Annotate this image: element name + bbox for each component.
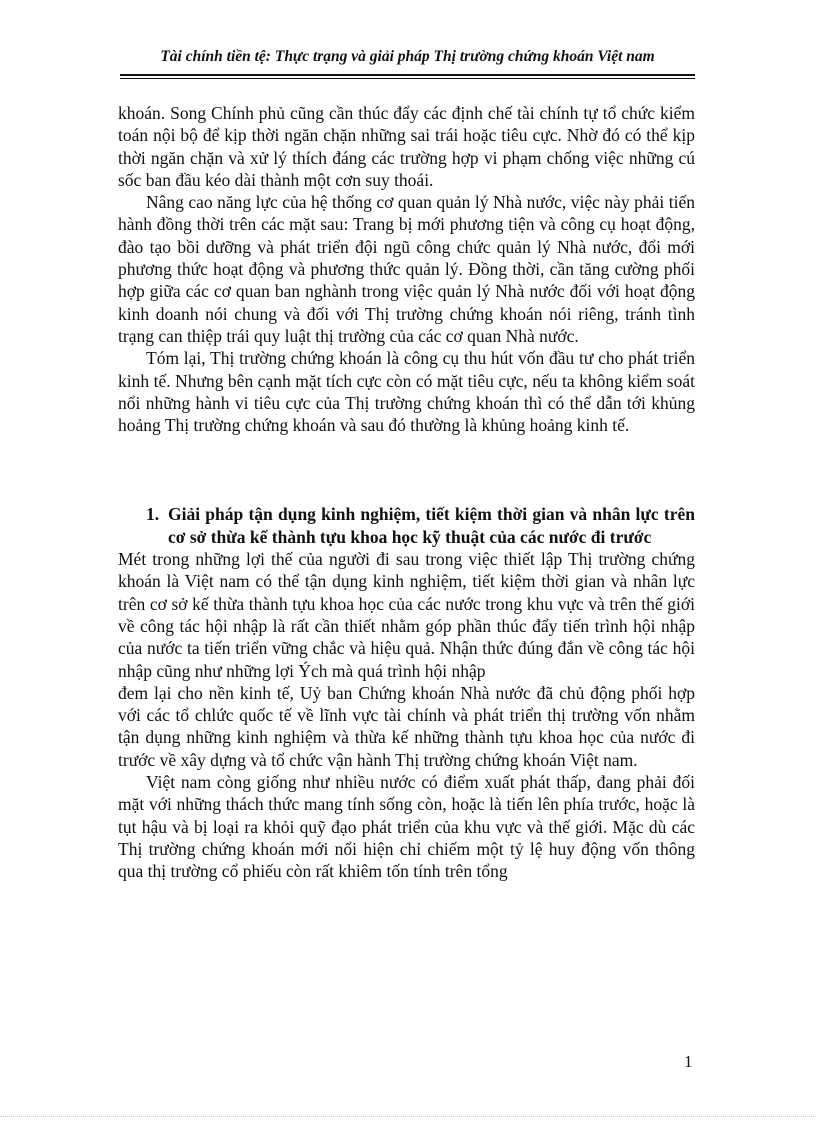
paragraph: đem lại cho nền kinh tế, Uỷ ban Chứng khoán Nhà nước đã chủ động phối hợp với các tổ chlức quốc tế về lĩnh vực tài chính và phát triển thị trường vốn nhằm tận dụng những kinh nghiệm và thừa kế những thành tựu khoa học của nước đi trước về xây dựng và tổ chức vận hành Thị trường chứng khoán Việt nam. [118, 682, 695, 770]
paragraph: Nâng cao năng lực của hệ thống cơ quan quản lý Nhà nước, việc này phải tiến hành đồng thời trên các mặt sau: Trang bị mới phương tiện và công cụ hoạt động, đào tạo bồi dưỡng và phát triển đội ngũ công chức quản lý Nhà nước, đổi mới phương thức hoạt động và phương thức quản lý. Đồng thời, cần tăng cường phối hợp giữa các cơ quan ban nghành trong việc quản lý Nhà nước đối với hoạt động kinh doanh nói chung và đối với Thị trường chứng khoán nói riêng, tránh tình trạng can thiệp trái quy luật thị trường của các cơ quan Nhà nước. [118, 192, 695, 346]
section-title: Giải pháp tận dụng kinh nghiệm, tiết kiệm thời gian và nhân lực trên cơ sở thừa kế thành tựu khoa học kỹ thuật của các nước đi trước [168, 504, 695, 547]
document-body [118, 102, 695, 883]
paragraph: khoán. Song Chính phủ cũng cần thúc đẩy các định chế tài chính tự tổ chức kiểm toán nội bộ để kịp thời ngăn chặn những sai trái hoặc tiêu cực. Nhờ đó có thể kịp thời ngăn chặn và xử lý thích đáng các trường hợp vi phạm chống việc những cú sốc ban đầu kéo dài thành một cơn suy thoái. [118, 103, 695, 190]
section-heading [118, 503, 695, 548]
page-number: 1 [684, 1052, 693, 1071]
paragraph: Mét trong những lợi thế của người đi sau trong việc thiết lập Thị trường chứng khoán là Việt nam có thể tận dụng kinh nghiệm, tiết kiệm thời gian và nhân lực trên cơ sở kế thừa thành tựu khoa học của các nước trong khu vực và trên thế giới về công tác hội nhập là rất cần thiết nhằm góp phần thúc đẩy tiến trình hội nhập của nước ta tiến triển vững chắc và hiệu quả. Nhận thức đúng đắn về công tác hội nhập cũng như những lợi Ých mà quá trình hội nhập [118, 549, 695, 681]
paragraph: Tóm lại, Thị trường chứng khoán là công cụ thu hút vốn đầu tư cho phát triển kinh tế. Nhưng bên cạnh mặt tích cực còn có mặt tiêu cực, nếu ta không kiểm soát nổi những hành vi tiêu cực của Thị trường chứng khoán thì có thể dẫn tới khủng hoảng Thị trường chứng khoán và sau đó thường là khủng hoảng kinh tế. [118, 348, 695, 436]
section-number: 1. [146, 504, 160, 525]
header-divider [120, 74, 695, 79]
running-header: Tài chính tiền tệ: Thực trạng và giải pháp Thị trường chứng khoán Việt nam [160, 48, 655, 65]
paragraph: Việt nam còng giống như nhiều nước có điểm xuất phát thấp, đang phải đối mặt với những thách thức mang tính sống còn, hoặc là tiến lên phía trước, hoặc là tụt hậu và bị loại ra khỏi quỹ đạo phát triển của khu vực và thế giới. Mặc dù các Thị trường chứng khoán mới nổi hiện chỉ chiếm một tỷ lệ huy động vốn thông qua thị trường cổ phiếu còn rất khiêm tốn tính trên tổng [118, 772, 695, 882]
footer-border [0, 1116, 816, 1117]
section-spacer [118, 436, 695, 503]
